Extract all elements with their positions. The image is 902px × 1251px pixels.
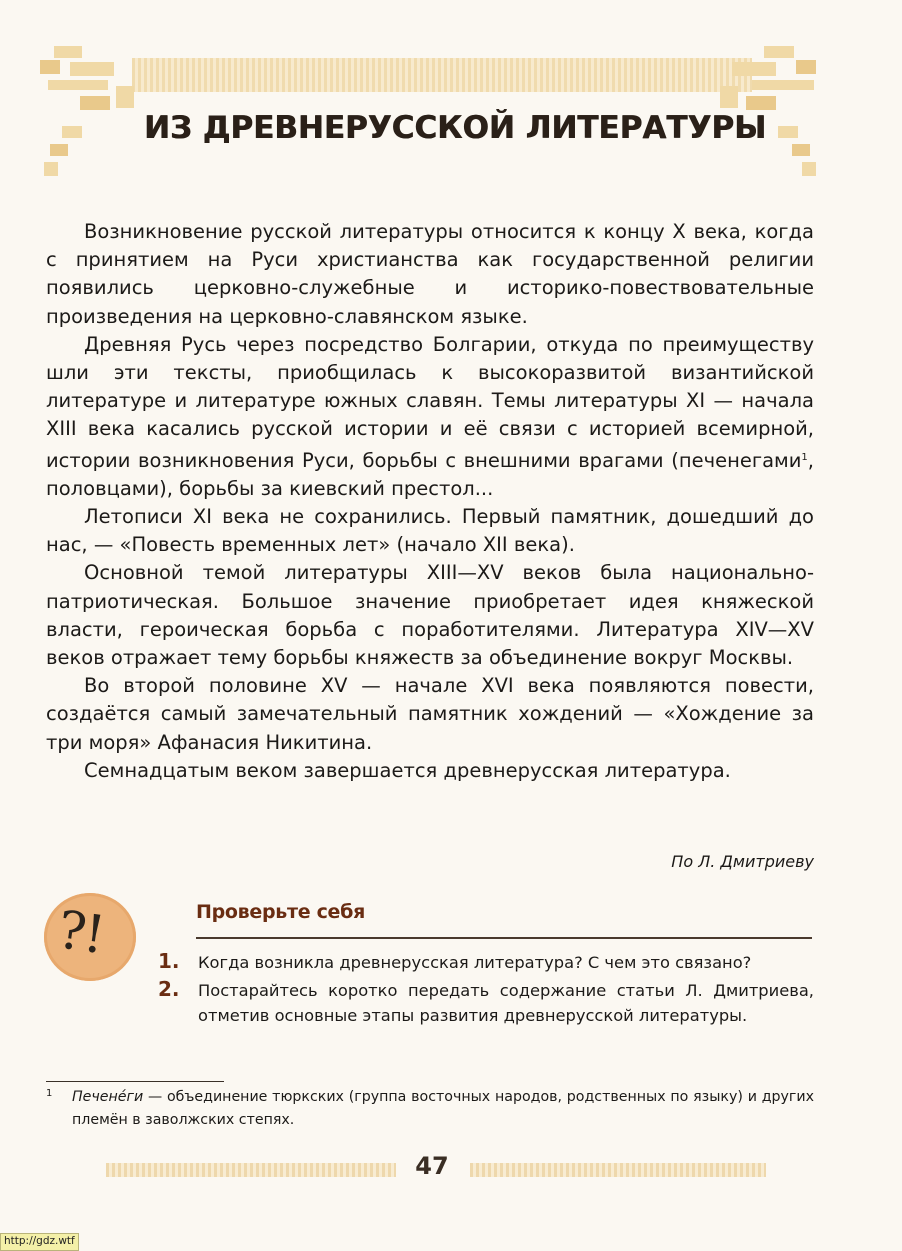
paragraph	[46, 331, 814, 503]
ornament-block	[802, 162, 816, 176]
question-exclamation-icon	[44, 893, 136, 981]
ornament-block	[48, 80, 108, 90]
question-number: 1.	[158, 949, 180, 973]
paragraph-text: Древняя Русь через посредство Болгарии, откуда по преимуществу шли эти тексты, приобщилась к высокоразвитой византийской литературе и литературе южных славян. Темы литературы XI — начала XIII века касались русской истории и её связи с историей всемирной, истории возникновения Руси, борьбы с внешними врагами (печенегами	[46, 332, 814, 472]
question-list	[158, 950, 814, 1031]
ornament-block	[732, 62, 776, 76]
ornament-block	[752, 80, 814, 90]
ornament-block	[764, 46, 794, 58]
question-number: 2.	[158, 976, 180, 1001]
ornament-block	[70, 62, 114, 76]
paragraph: Летописи XI века не сохранились. Первый памятник, дошедший до нас, — «Повесть временных лет» (начало XII века).	[46, 505, 814, 557]
question-text: Когда возникла древнерусская литература? С чем это связано?	[198, 953, 752, 972]
footnote-number: 1	[46, 1088, 53, 1099]
ornament-block	[796, 60, 816, 74]
header-ornament-band	[132, 58, 752, 92]
ornament-block	[720, 86, 738, 108]
watermark[interactable]: http://gdz.wtf	[0, 1233, 79, 1251]
page-number: 47	[415, 1152, 449, 1180]
source-attribution: По Л. Дмитриеву	[671, 852, 814, 871]
ornament-block	[54, 46, 82, 58]
paragraph: Во второй половине XV — начале XVI века появляются повести, создаётся самый замечательный памятник хождений — «Хождение за три моря» Афанасия Никитина.	[46, 674, 814, 754]
paragraph: Возникновение русской литературы относится к концу X века, когда с принятием на Руси христианства как государственной религии появились церковно-служебные и историко-повествовательные произведения на церковно-славянском языке.	[46, 220, 814, 328]
heading-divider	[196, 937, 812, 939]
ornament-block	[44, 162, 58, 176]
footnote-ref[interactable]: 1	[801, 451, 808, 463]
question-item	[158, 978, 814, 1029]
chapter-title: ИЗ ДРЕВНЕРУССКОЙ ЛИТЕРАТУРЫ	[143, 110, 767, 146]
footnote	[46, 1086, 814, 1132]
page-number-ornament-left	[106, 1163, 396, 1177]
paragraph: Семнадцатым веком завершается древнерусская литература.	[84, 758, 731, 782]
page-number-ornament-right	[470, 1163, 766, 1177]
footnote-divider	[46, 1081, 224, 1082]
article-text	[46, 218, 814, 785]
ornament-block	[40, 60, 60, 74]
footnote-text: — объединение тюркских (группа восточных народов, родственных по языку) и других племён в заволжских степях.	[72, 1089, 814, 1128]
icon-glyph: ?!	[54, 900, 107, 966]
chapter-header	[40, 44, 870, 194]
ornament-block	[80, 96, 110, 110]
paragraph-text: , половцами), борьбы за киевский престол...	[46, 448, 814, 500]
question-text: Постарайтесь коротко передать содержание статьи Л. Дмитриева, отметив основные этапы развития древнерусской литературы.	[198, 980, 814, 1025]
ornament-block	[746, 96, 776, 110]
ornament-block	[116, 86, 134, 108]
check-yourself-heading: Проверьте себя	[196, 901, 366, 923]
paragraph: Основной темой литературы XIII—XV веков была национально-патриотическая. Большое значение приобретает идея княжеской власти, героическая борьба с поработителями. Литература XIV—XV веков отражает тему борьбы княжеств за объединение вокруг Москвы.	[46, 561, 814, 670]
question-item	[158, 950, 814, 976]
footnote-term: Печенéги	[72, 1089, 144, 1105]
